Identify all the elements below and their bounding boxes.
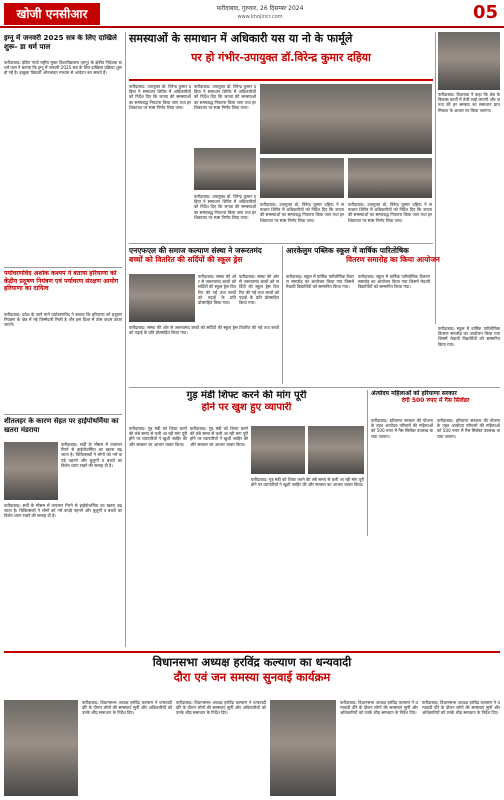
news-photo	[4, 700, 78, 796]
bottom-body-1: फरीदाबाद। विधानसभा अध्यक्ष हरविंद्र कल्याण ने धन्यवादी दौरे के दौरान लोगों की समस्याएं सुनीं और अधिकारियों को उनके शीघ्र समाधान के निर्देश दिए।	[82, 700, 172, 716]
bottom-body-3: फरीदाबाद। विधानसभा अध्यक्ष हरविंद्र कल्याण ने धन्यवादी दौरे के दौरान लोगों की समस्याएं सुनीं और अधिकारियों को उनके शीघ्र समाधान के निर्देश दिए।	[340, 700, 418, 716]
column-rule	[282, 246, 283, 384]
news-photo	[4, 442, 58, 500]
lead-body-3: फरीदाबाद। उपायुक्त डॉ. विरेन्द्र कुमार दहिया ने समाधान शिविर में अधिकारियों को निर्देश दिए कि जनता की समस्याओं का समयबद्ध निपटारा किया जाए तथा हर शिकायत पर स्पष्ट निर्णय लिया जाए।	[194, 194, 256, 220]
bottom-body-2: फरीदाबाद। विधानसभा अध्यक्ष हरविंद्र कल्याण ने धन्यवादी दौरे के दौरान लोगों की समस्याएं सुनीं और अधिकारियों को उनके शीघ्र समाधान के निर्देश दिए।	[176, 700, 266, 716]
news-photo	[260, 84, 432, 154]
story3-body-1: फरीदाबाद। स्कूल में वार्षिक पारितोषिक वितरण समारोह का आयोजन किया गया जिसमें मेधावी विद्यार्थियों को सम्मानित किया गया।	[286, 274, 354, 290]
story4-body-2: फरीदाबाद। गुड़ मंडी को शिफ्ट करने की लंबे समय से चली आ रही मांग पूरी होने पर व्यापारियों ने खुशी जाहिर की और सरकार का आभार व्यक्त किया।	[190, 426, 248, 447]
left-body-3b: फरीदाबाद। सर्दी के मौसम में तापमान गिरने से हाईपोथर्मिया का खतरा बढ़ जाता है। चिकित्सकों ने लोगों को गर्म कपड़े पहनने और बुजुर्गों व बच्चों का विशेष ध्यान रखने की सलाह दी है।	[4, 503, 122, 519]
headline-rule	[129, 79, 433, 81]
bottom-body-4: फरीदाबाद। विधानसभा अध्यक्ष हरविंद्र कल्याण ने धन्यवादी दौरे के दौरान लोगों की समस्याएं सुनीं और अधिकारियों को उनके शीघ्र समाधान के निर्देश दिए।	[422, 700, 500, 716]
news-photo	[270, 700, 336, 796]
right-body: फरीदाबाद। विधायक ने कहा कि क्षेत्र के विकास कार्यों में तेजी लाई जाएगी और जनता की हर समस्या का समाधान प्राथमिकता के आधार पर किया जाएगा।	[438, 92, 500, 113]
website-line: www.khojincr.com	[237, 14, 283, 20]
story3-body-2: फरीदाबाद। स्कूल में वार्षिक पारितोषिक वितरण समारोह का आयोजन किया गया जिसमें मेधावी विद्यार्थियों को सम्मानित किया गया।	[358, 274, 430, 290]
lead-body-1: फरीदाबाद। उपायुक्त डॉ. विरेन्द्र कुमार दहिया ने समाधान शिविर में अधिकारियों को निर्देश दिए कि जनता की समस्याओं का समयबद्ध निपटारा किया जाए तथा हर शिकायत पर स्पष्ट निर्णय लिया जाए।	[129, 84, 191, 110]
lead-body-2: फरीदाबाद। उपायुक्त डॉ. विरेन्द्र कुमार दहिया ने समाधान शिविर में अधिकारियों को निर्देश दिए कि जनता की समस्याओं का समयबद्ध निपटारा किया जाए तथा हर शिकायत पर स्पष्ट निर्णय लिया जाए।	[194, 84, 256, 110]
bottom-headline: विधानसभा अध्यक्ष हरविंद्र कल्याण का धन्यवादी दौरा एवं जन समस्या सुनवाई कार्यक्रम	[152, 655, 352, 684]
story2-body-1: फरीदाबाद। संस्था की ओर से जरूरतमंद बच्चों को सर्दियों की स्कूल ड्रेस वितरित की गई तथा बच्चों को पढ़ाई के प्रति प्रोत्साहित किया गया।	[198, 274, 236, 306]
lead-headline: समस्याओं के समाधान में अधिकारी यस या नो के फार्मूले पर हो गंभीर-उपायुक्त डॉ.विरेन्द्र कुमार दहिया	[129, 32, 371, 64]
story5-body-2: फरीदाबाद। हरियाणा सरकार की योजना के तहत अंत्योदय परिवारों की महिलाओं को 500 रुपए में गैस सिलेंडर उपलब्ध कराया जाएगा।	[437, 418, 500, 439]
story5-headline: अंत्योदय महिलाओं को हरियाणा सरकार देगी 500 रुपए में गैस सिलेंडर	[371, 390, 470, 405]
news-photo	[438, 32, 500, 90]
story4-body-1: फरीदाबाद। गुड़ मंडी को शिफ्ट करने की लंबे समय से चली आ रही मांग पूरी होने पर व्यापारियों ने खुशी जाहिर की और सरकार का आभार व्यक्त किया।	[129, 426, 187, 447]
left-body-3a: फरीदाबाद। सर्दी के मौसम में तापमान गिरने से हाईपोथर्मिया का खतरा बढ़ जाता है। चिकित्सकों ने लोगों को गर्म कपड़े पहनने और बुजुर्गों व बच्चों का विशेष ध्यान रखने की सलाह दी है।	[61, 442, 122, 468]
left-headline-2: पर्यावरणविद अशोक कश्यप ने बताया हरियाणा को केंद्रीय प्रदूषण नियंत्रण एवं पर्यावरण संरक्षण आयोग हरियाणा का दायित्व	[4, 270, 119, 293]
column-rule	[125, 32, 126, 647]
lead-body-4: फरीदाबाद। उपायुक्त डॉ. विरेन्द्र कुमार दहिया ने समाधान शिविर में अधिकारियों को निर्देश दिए कि जनता की समस्याओं का समयबद्ध निपटारा किया जाए तथा हर शिकायत पर स्पष्ट निर्णय लिया जाए।	[260, 202, 344, 223]
news-photo	[308, 426, 364, 474]
news-photo	[348, 158, 432, 198]
news-photo	[260, 158, 344, 198]
page-number: 05	[472, 2, 498, 23]
story4-headline: गुड़ मंडी शिफ्ट करने की मांग पूरी होने पर खुश हुए व्यापारी	[186, 390, 307, 413]
story2-body-3: फरीदाबाद। संस्था की ओर से जरूरतमंद बच्चों को सर्दियों की स्कूल ड्रेस वितरित की गई तथा बच्चों को पढ़ाई के प्रति प्रोत्साहित किया गया।	[129, 325, 279, 336]
bottom-rule	[4, 651, 500, 653]
newspaper-logo: खोजी एनसीआर	[4, 3, 100, 25]
column-rule	[435, 32, 436, 324]
divider	[4, 267, 122, 268]
left-headline-1: इग्नू में जनवरी 2025 सत्र के लिए दाखिले शुरू- डा धर्म पाल	[4, 34, 117, 51]
date-line: फरीदाबाद, गुरुवार, 26 दिसम्बर 2024	[216, 5, 304, 12]
lead-body-5: फरीदाबाद। उपायुक्त डॉ. विरेन्द्र कुमार दहिया ने समाधान शिविर में अधिकारियों को निर्देश दिए कि जनता की समस्याओं का समयबद्ध निपटारा किया जाए तथा हर शिकायत पर स्पष्ट निर्णय लिया जाए।	[348, 202, 432, 223]
story2-body-2: फरीदाबाद। संस्था की ओर से जरूरतमंद बच्चों को सर्दियों की स्कूल ड्रेस वितरित की गई तथा बच्चों को पढ़ाई के प्रति प्रोत्साहित किया गया।	[239, 274, 279, 306]
news-photo	[251, 426, 305, 474]
story4-body-3: फरीदाबाद। गुड़ मंडी को शिफ्ट करने की लंबे समय से चली आ रही मांग पूरी होने पर व्यापारियों ने खुशी जाहिर की और सरकार का आभार व्यक्त किया।	[251, 477, 364, 488]
story5-body-1: फरीदाबाद। हरियाणा सरकार की योजना के तहत अंत्योदय परिवारों की महिलाओं को 500 रुपए में गैस सिलेंडर उपलब्ध कराया जाएगा।	[371, 418, 433, 439]
divider	[129, 243, 433, 244]
left-body-2: फरीदाबाद। प्रदेश के जाने माने पर्यावरणविद ने बताया कि हरियाणा को प्रदूषण नियंत्रण के क्षेत्र में नई जिम्मेदारी मिली है और इस दिशा में ठोस कदम उठाए जाएंगे।	[4, 312, 122, 328]
left-headline-3: शीतलहर के कारण सेहत पर हाईपोथर्मिया का खतरा मंडराया	[4, 417, 119, 434]
story2-headline: एनएफएल की समाज कल्याण संस्था ने जरूरतमंद बच्चों को वितरित की सर्दियों की स्कूल ड्रेस	[129, 246, 262, 264]
news-photo	[129, 274, 195, 322]
masthead	[0, 0, 504, 28]
story3-headline: आरकेलुम पब्लिक स्कूल में वार्षिक पारितोषिक वितरण समारोह का किया आयोजन	[286, 246, 440, 264]
divider	[4, 414, 122, 415]
left-body-1: फरीदाबाद। इंदिरा गांधी राष्ट्रीय मुक्त विश्वविद्यालय (इग्नू) के क्षेत्रीय निदेशक डा धर्म पाल ने बताया कि इग्नू में जनवरी 2025 सत्र के लिए दाखिला प्रक्रिया शुरू हो गई है। इच्छुक विद्यार्थी ऑनलाइन माध्यम से आवेदन कर सकते हैं।	[4, 60, 122, 76]
divider	[129, 387, 500, 388]
story3-body-3: फरीदाबाद। स्कूल में वार्षिक पारितोषिक वितरण समारोह का आयोजन किया गया जिसमें मेधावी विद्यार्थियों को सम्मानित किया गया।	[438, 326, 500, 347]
news-photo	[194, 148, 256, 190]
column-rule	[367, 390, 368, 536]
